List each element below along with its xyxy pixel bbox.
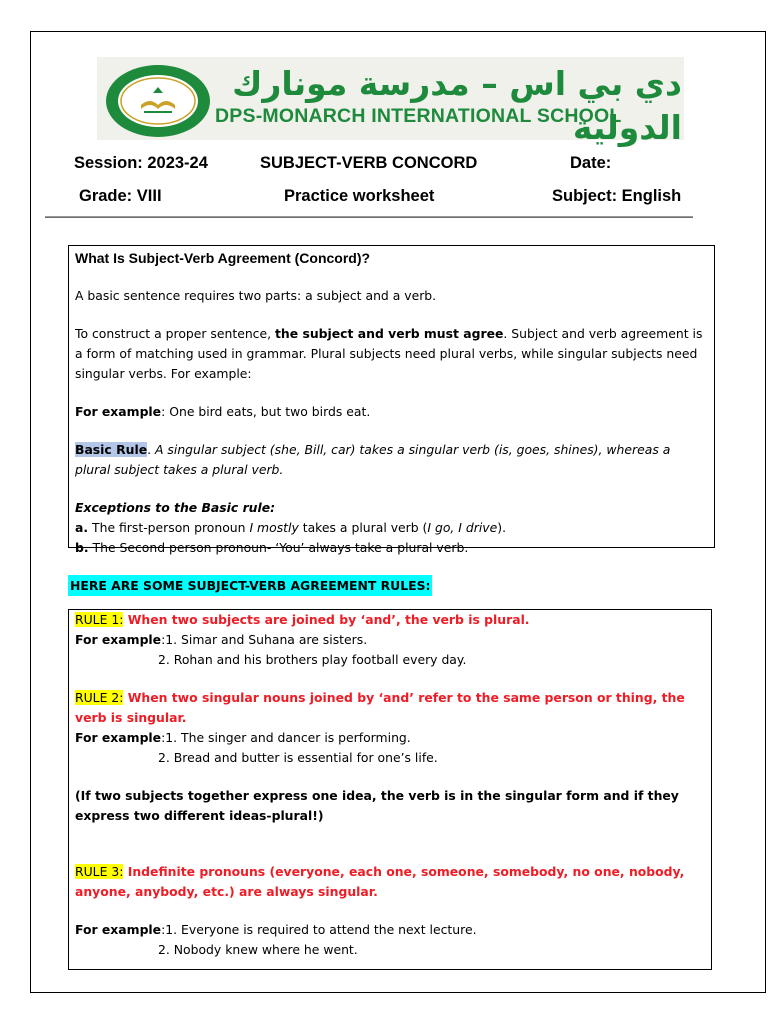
rule-1-label: RULE 1: (75, 612, 124, 627)
rule-1-example-1: For example:1. Simar and Suhana are sisters. (75, 632, 368, 647)
rule-3-label: RULE 3: (75, 864, 124, 879)
rule-3-example-1: For example:1. Everyone is required to attend the next lecture. (75, 922, 477, 937)
basic-rule-label: Basic Rule (75, 442, 148, 457)
rules-heading: HERE ARE SOME SUBJECT-VERB AGREEMENT RULES: (68, 575, 432, 596)
rule-2-label: RULE 2: (75, 690, 124, 705)
rule-2-example-2: 2. Bread and butter is essential for one’s life. (158, 750, 438, 765)
school-emblem-icon (103, 63, 213, 139)
subject-label: Subject: English (552, 187, 682, 205)
school-name-arabic: دي بي اس – مدرسة مونارك الدولية (232, 64, 682, 147)
rule-2-example-1: For example:1. The singer and dancer is performing. (75, 730, 411, 745)
intro-paragraph-2: To construct a proper sentence, the subject and verb must agree. Subject and verb agreement is a form of matching used in grammar. Plural subjects need plural verbs, while singular subjects need singular verbs. For example: (75, 326, 703, 381)
rule-1: RULE 1: When two subjects are joined by ‘and’, the verb is plural. (75, 612, 530, 627)
intro-box (68, 245, 715, 555)
grade-label: Grade: VIII (79, 187, 162, 205)
intro-title: What Is Subject-Verb Agreement (Concord)? (75, 250, 371, 266)
basic-rule: Basic Rule. A singular subject (she, Bill, car) takes a singular verb (is, goes, shines), whereas a plural subject takes a plural verb. (75, 442, 671, 477)
exceptions-title: Exceptions to the Basic rule: (75, 500, 276, 515)
school-name-english: DPS-MONARCH INTERNATIONAL SCHOOL (215, 105, 622, 127)
rule-2: RULE 2: When two singular nouns joined by ‘and’ refer to the same person or thing, the verb is singular. (75, 690, 685, 725)
worksheet-topic: SUBJECT-VERB CONCORD (260, 154, 478, 172)
worksheet-type: Practice worksheet (284, 187, 435, 205)
rule-3-example-2: 2. Nobody knew where he went. (158, 942, 358, 957)
exception-a: a. The first-person pronoun I mostly takes a plural verb (I go, I drive). (75, 520, 507, 535)
rule-1-example-2: 2. Rohan and his brothers play football every day. (158, 652, 467, 667)
intro-example: For example: One bird eats, but two birds eat. (75, 404, 371, 419)
rules-box (68, 609, 712, 970)
date-label: Date: (570, 154, 612, 172)
rule-3: RULE 3: Indefinite pronouns (everyone, each one, someone, somebody, no one, nobody, anyone, anybody, etc.) are always singular. (75, 864, 685, 899)
session-label: Session: 2023-24 (74, 154, 208, 172)
intro-paragraph-1: A basic sentence requires two parts: a subject and a verb. (75, 288, 437, 303)
exception-b: b. The Second person pronoun- ‘You’ always take a plural verb. (75, 540, 469, 555)
header-divider (45, 216, 693, 218)
rule-2-note: (If two subjects together express one idea, the verb is in the singular form and if they express two different ideas-plural!) (75, 788, 679, 823)
